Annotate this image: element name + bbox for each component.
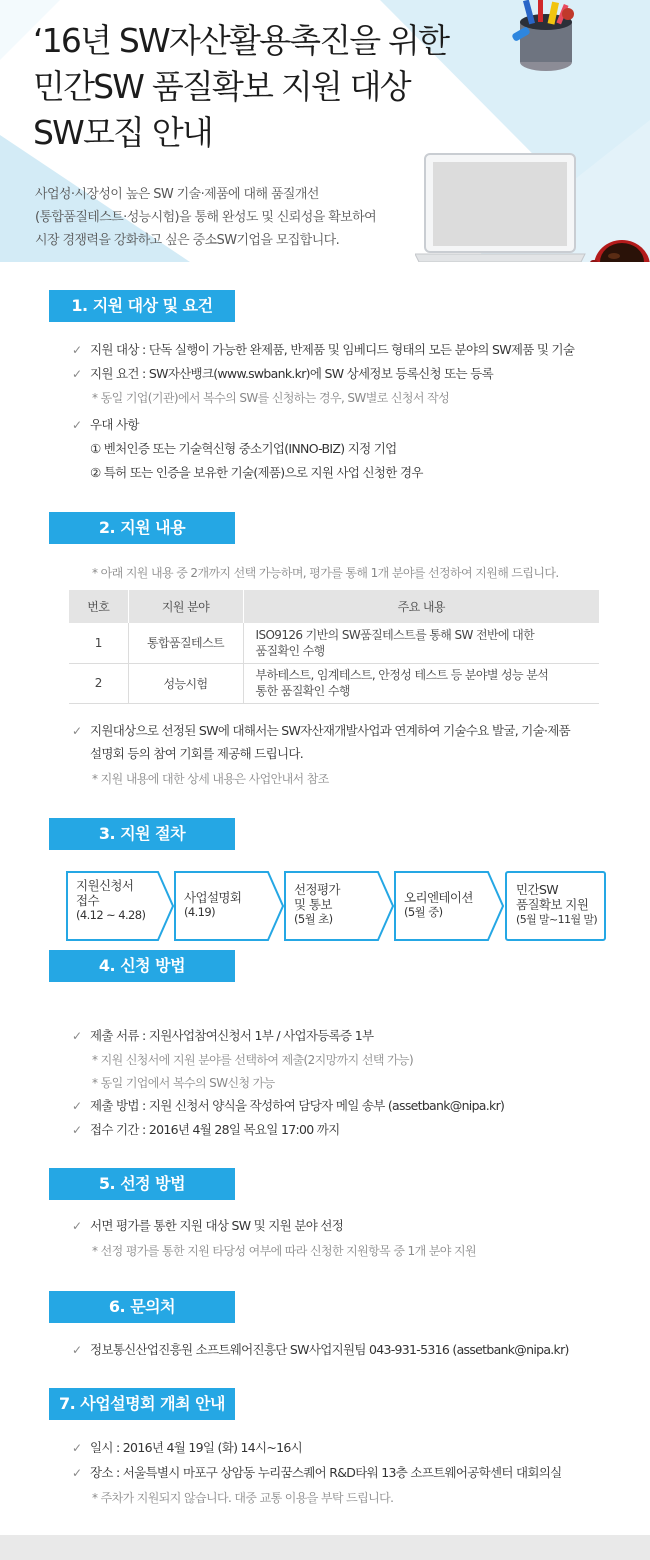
step-date: (4.19)	[184, 905, 215, 919]
section-4-heading: 4. 신청 방법	[49, 950, 235, 982]
table-cell	[243, 663, 599, 703]
check-icon: ✓	[72, 724, 83, 738]
list-item: 일시 : 2016년 4월 19일 (화) 14시~16시	[90, 1440, 303, 1455]
process-step	[66, 871, 174, 941]
desc-line: 시장 경쟁력을 강화하고 싶은 중소SW기업을 모집합니다.	[35, 233, 340, 248]
footer-bar	[0, 1535, 650, 1560]
table-row	[69, 623, 599, 663]
section-5-heading: 5. 선정 방법	[49, 1168, 235, 1200]
column-header: 지원 분야	[128, 590, 243, 623]
table-cell: 성능시험	[128, 663, 243, 703]
cell-line: ISO9126 기반의 SW품질테스트를 통해 SW 전반에 대한	[255, 627, 535, 642]
step-label: 선정평가	[294, 882, 340, 897]
check-icon: ✓	[72, 1029, 83, 1043]
section-3-heading: 3. 지원 절차	[49, 818, 235, 850]
section-6-heading: 6. 문의처	[49, 1291, 235, 1323]
list-item: 지원 대상 : 단독 실행이 가능한 완제품, 반제품 및 임베디드 형태의 모든 분야의 SW제품 및 기술	[90, 342, 575, 357]
table-cell: 2	[69, 663, 128, 703]
list-item: 정보통신산업진흥원 소프트웨어진흥단 SW사업지원팀 043-931-5316 (assetbank@nipa.kr)	[90, 1342, 569, 1357]
table-header-row	[69, 590, 599, 623]
title-line: 민간SW 품질확보 지원 대상	[33, 67, 410, 106]
list-item: ② 특허 또는 인증을 보유한 기술(제품)으로 지원 사업 신청한 경우	[90, 465, 423, 480]
step-label: 민간SW	[516, 882, 559, 897]
process-flow	[66, 871, 606, 941]
hero-banner	[0, 0, 650, 262]
column-header: 주요 내용	[243, 590, 599, 623]
desc-line: 사업성·시장성이 높은 SW 기술·제품에 대해 품질개선	[35, 187, 319, 202]
column-header: 번호	[69, 590, 128, 623]
list-item: 지원 요건 : SW자산뱅크(www.swbank.kr)에 SW 상세정보 등록신청 또는 등록	[90, 366, 493, 381]
check-icon: ✓	[72, 418, 83, 432]
check-icon: ✓	[72, 343, 83, 357]
cell-line: 품질확인 수행	[255, 643, 325, 658]
list-item: 접수 기간 : 2016년 4월 28일 목요일 17:00 까지	[90, 1122, 340, 1137]
table-row	[69, 663, 599, 703]
cell-line: 부하테스트, 임계테스트, 안정성 테스트 등 분야별 성능 분석	[255, 668, 549, 682]
step-label: 품질확보 지원	[516, 897, 589, 912]
desc-line: (통합품질테스트·성능시험)을 통해 완성도 및 신뢰성을 확보하여	[35, 210, 377, 225]
note-text: * 지원 신청서에 지원 분야를 선택하여 제출(2지망까지 선택 가능)	[92, 1053, 414, 1067]
laptop-illustration	[415, 152, 593, 262]
process-step-final	[505, 871, 606, 941]
pen-cup-illustration	[508, 0, 588, 75]
check-icon: ✓	[72, 367, 83, 381]
process-step	[284, 871, 394, 941]
process-step	[174, 871, 284, 941]
note-text: * 주차가 지원되지 않습니다. 대중 교통 이용을 부탁 드립니다.	[92, 1491, 394, 1505]
table-cell: 통합품질테스트	[128, 623, 243, 663]
section-2-heading: 2. 지원 내용	[49, 512, 235, 544]
list-item: 우대 사항	[90, 417, 139, 432]
list-item: 지원대상으로 선정된 SW에 대해서는 SW자산재개발사업과 연계하여 기술수요 발굴, 기술·제품	[90, 723, 571, 738]
step-date: (4.12 ~ 4.28)	[76, 908, 146, 922]
check-icon: ✓	[72, 1441, 83, 1455]
note-text: * 동일 기업에서 복수의 SW신청 가능	[92, 1076, 275, 1090]
support-table	[69, 590, 599, 704]
step-date: (5월 중)	[404, 905, 443, 919]
check-icon: ✓	[72, 1099, 83, 1113]
step-date: (5월 초)	[294, 912, 333, 926]
note-text: * 동일 기업(기관)에서 복수의 SW를 신청하는 경우, SW별로 신청서 작성	[92, 391, 450, 405]
step-label: 오리엔테이션	[404, 890, 473, 905]
list-item: 제출 방법 : 지원 신청서 양식을 작성하여 담당자 메일 송부 (assetbank@nipa.kr)	[90, 1098, 505, 1113]
table-cell: 1	[69, 623, 128, 663]
cell-line: 통한 품질확인 수행	[255, 684, 350, 698]
note-text: * 아래 지원 내용 중 2개까지 선택 가능하며, 평가를 통해 1개 분야를 선정하여 지원해 드립니다.	[92, 566, 559, 580]
intro-description	[35, 183, 376, 252]
table-cell	[243, 623, 599, 663]
step-label: 접수	[76, 893, 99, 908]
title-line: SW모집 안내	[33, 113, 212, 152]
check-icon: ✓	[72, 1466, 83, 1480]
list-item: 제출 서류 : 지원사업참여신청서 1부 / 사업자등록증 1부	[90, 1028, 374, 1043]
section-7-heading: 7. 사업설명회 개최 안내	[49, 1388, 235, 1420]
list-item: 장소 : 서울특별시 마포구 상암동 누리꿈스퀘어 R&D타워 13층 소프트웨어공학센터 대회의실	[90, 1465, 562, 1480]
coffee-cup-illustration	[590, 232, 650, 262]
note-text: * 선정 평가를 통한 지원 타당성 여부에 따라 신청한 지원항목 중 1개 분야 지원	[92, 1244, 476, 1258]
step-label: 사업설명회	[184, 890, 242, 905]
list-item: ① 벤처인증 또는 기술혁신형 중소기업(INNO-BIZ) 지정 기업	[90, 441, 397, 456]
step-label: 지원신청서	[76, 878, 134, 893]
process-step	[394, 871, 504, 941]
section-1-heading: 1. 지원 대상 및 요건	[49, 290, 235, 322]
title-line: ‘16년 SW자산활용촉진을 위한	[33, 21, 449, 60]
list-item: 서면 평가를 통한 지원 대상 SW 및 지원 분야 선정	[90, 1218, 344, 1233]
check-icon: ✓	[72, 1219, 83, 1233]
page-title	[33, 18, 448, 156]
check-icon: ✓	[72, 1123, 83, 1137]
check-icon: ✓	[72, 1343, 83, 1357]
note-text: * 지원 내용에 대한 상세 내용은 사업안내서 참조	[92, 772, 329, 786]
step-label: 및 통보	[294, 897, 332, 912]
list-item-continued: 설명회 등의 참여 기회를 제공해 드립니다.	[90, 746, 304, 761]
step-date: (5월 말~11월 말)	[516, 913, 598, 926]
